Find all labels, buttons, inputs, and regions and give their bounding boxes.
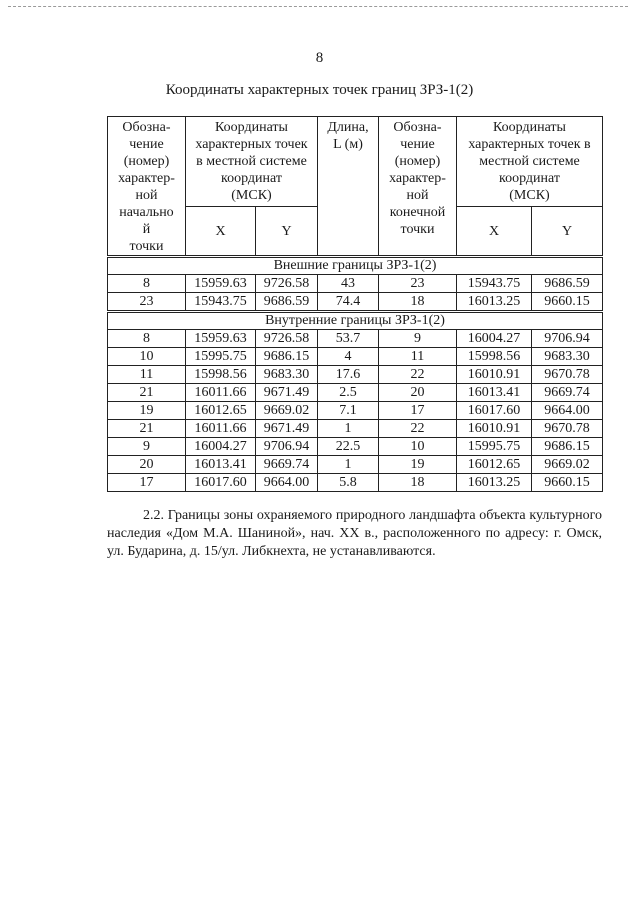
section-header-row	[108, 257, 603, 275]
table-cell: 9683.30	[256, 366, 318, 384]
table-cell: 15998.56	[186, 366, 256, 384]
table-cell: 9671.49	[256, 384, 318, 402]
table-cell: 16012.65	[186, 402, 256, 420]
table-cell: 74.4	[318, 293, 379, 312]
header-line: Обозна-	[122, 120, 171, 135]
table-row	[108, 348, 603, 366]
table-cell: 15995.75	[186, 348, 256, 366]
table-cell: 9671.49	[256, 420, 318, 438]
header-end-point	[379, 117, 457, 257]
table-cell: 9664.00	[256, 474, 318, 492]
table-cell: 9	[379, 330, 457, 348]
header-line: Обозна-	[393, 120, 442, 135]
table-cell: 16013.25	[457, 474, 532, 492]
header-line: координат	[499, 171, 560, 186]
table-row	[108, 275, 603, 293]
table-cell: 20	[108, 456, 186, 474]
table-row	[108, 438, 603, 456]
table-cell: 8	[108, 275, 186, 293]
table-cell: 20	[379, 384, 457, 402]
table-cell: 15959.63	[186, 275, 256, 293]
table-cell: 8	[108, 330, 186, 348]
table-cell: 16011.66	[186, 420, 256, 438]
page-top-rule	[8, 6, 628, 7]
table-cell: 22	[379, 366, 457, 384]
header-line: характерных точек	[195, 137, 308, 152]
table-cell: 10	[108, 348, 186, 366]
table-cell: 43	[318, 275, 379, 293]
table-cell: 16017.60	[457, 402, 532, 420]
section-title: Внешние границы ЗРЗ-1(2)	[108, 257, 603, 275]
table-cell: 16010.91	[457, 366, 532, 384]
table-cell: 16012.65	[457, 456, 532, 474]
table-cell: 16010.91	[457, 420, 532, 438]
header-line: конечной	[389, 205, 446, 220]
table-row	[108, 293, 603, 312]
section-header-row	[108, 312, 603, 330]
table-cell: 9686.15	[256, 348, 318, 366]
section-paragraph	[107, 507, 602, 561]
header-coords-start	[186, 117, 318, 207]
table-cell: 9	[108, 438, 186, 456]
table-cell: 5.8	[318, 474, 379, 492]
table-cell: 15943.75	[186, 293, 256, 312]
table-row	[108, 420, 603, 438]
table-cell: 9683.30	[532, 348, 603, 366]
header-line: Длина,	[327, 120, 369, 135]
table-cell: 15998.56	[457, 348, 532, 366]
table-cell: 9669.02	[532, 456, 603, 474]
table-row	[108, 384, 603, 402]
header-line: характер-	[389, 171, 446, 186]
table-cell: 9664.00	[532, 402, 603, 420]
table-cell: 16004.27	[186, 438, 256, 456]
header-line: Координаты	[493, 120, 566, 135]
table-cell: 9686.15	[532, 438, 603, 456]
table-cell: 9669.74	[532, 384, 603, 402]
header-line: (номер)	[394, 154, 441, 169]
paragraph-line: адресу: г. Омск, ул. Бударина, д. 15/ул. Либкнехта, не устанавливаются.	[107, 526, 602, 559]
table-cell: 18	[379, 293, 457, 312]
header-line: начально	[119, 205, 174, 220]
table-cell: 4	[318, 348, 379, 366]
header-line: (номер)	[123, 154, 170, 169]
table-cell: 9669.74	[256, 456, 318, 474]
header-line: ной	[406, 188, 429, 203]
header-y-start: Y	[256, 207, 318, 257]
table-cell: 15943.75	[457, 275, 532, 293]
table-cell: 23	[108, 293, 186, 312]
header-x-end: X	[457, 207, 532, 257]
table-cell: 1	[318, 420, 379, 438]
table-cell: 15995.75	[457, 438, 532, 456]
header-length	[318, 117, 379, 257]
header-line: ной	[135, 188, 158, 203]
table-cell: 9706.94	[256, 438, 318, 456]
table-row	[108, 366, 603, 384]
paragraph-line: 2.2. Границы зоны охраняемого природного ландшафта объекта	[143, 508, 526, 523]
header-line: Координаты	[215, 120, 288, 135]
table-cell: 15959.63	[186, 330, 256, 348]
table-cell: 9686.59	[256, 293, 318, 312]
table-cell: 9660.15	[532, 474, 603, 492]
table-cell: 9706.94	[532, 330, 603, 348]
table-cell: 16013.25	[457, 293, 532, 312]
header-line: й	[142, 222, 151, 237]
table-cell: 23	[379, 275, 457, 293]
header-line: чение	[129, 137, 164, 152]
table-row	[108, 474, 603, 492]
table-cell: 16013.41	[186, 456, 256, 474]
table-cell: 11	[379, 348, 457, 366]
table-row	[108, 330, 603, 348]
table-cell: 16011.66	[186, 384, 256, 402]
header-line: точки	[400, 222, 435, 237]
table-cell: 2.5	[318, 384, 379, 402]
header-line: координат	[221, 171, 282, 186]
table-row	[108, 456, 603, 474]
table-cell: 19	[108, 402, 186, 420]
header-line: (МСК)	[231, 188, 272, 203]
header-coords-end	[457, 117, 603, 207]
header-line: в местной системе	[196, 154, 307, 169]
section-title: Внутренние границы ЗРЗ-1(2)	[108, 312, 603, 330]
table-cell: 7.1	[318, 402, 379, 420]
table-cell: 9726.58	[256, 330, 318, 348]
header-line: местной системе	[479, 154, 580, 169]
table-cell: 9660.15	[532, 293, 603, 312]
table-cell: 21	[108, 420, 186, 438]
table-cell: 16013.41	[457, 384, 532, 402]
table-cell: 9669.02	[256, 402, 318, 420]
table-row	[108, 402, 603, 420]
header-line: характерных точек в	[468, 137, 591, 152]
header-line: (МСК)	[509, 188, 550, 203]
table-cell: 16004.27	[457, 330, 532, 348]
table-cell: 9670.78	[532, 366, 603, 384]
table-cell: 9686.59	[532, 275, 603, 293]
paragraph-text	[107, 507, 602, 561]
header-line: характер-	[118, 171, 175, 186]
table-cell: 22.5	[318, 438, 379, 456]
table-cell: 17	[108, 474, 186, 492]
header-start-point	[108, 117, 186, 257]
table-cell: 22	[379, 420, 457, 438]
table-cell: 10	[379, 438, 457, 456]
table-cell: 18	[379, 474, 457, 492]
header-line: точки	[129, 239, 164, 254]
header-y-end: Y	[532, 207, 603, 257]
paragraph-line: культурного наследия «Дом М.А. Шаниной», нач. XX в., расположенного по	[107, 508, 602, 541]
table-cell: 19	[379, 456, 457, 474]
table-cell: 16017.60	[186, 474, 256, 492]
table-cell: 9670.78	[532, 420, 603, 438]
table-cell: 21	[108, 384, 186, 402]
table-cell: 1	[318, 456, 379, 474]
table-cell: 11	[108, 366, 186, 384]
coordinates-table	[107, 116, 603, 492]
header-line: L (м)	[333, 137, 363, 152]
table-cell: 53.7	[318, 330, 379, 348]
table-cell: 9726.58	[256, 275, 318, 293]
page-number: 8	[315, 50, 324, 66]
table-cell: 17.6	[318, 366, 379, 384]
header-line: чение	[400, 137, 435, 152]
header-x-start: X	[186, 207, 256, 257]
table-cell: 17	[379, 402, 457, 420]
table-title: Координаты характерных точек границ ЗРЗ-1(2)	[165, 82, 474, 98]
